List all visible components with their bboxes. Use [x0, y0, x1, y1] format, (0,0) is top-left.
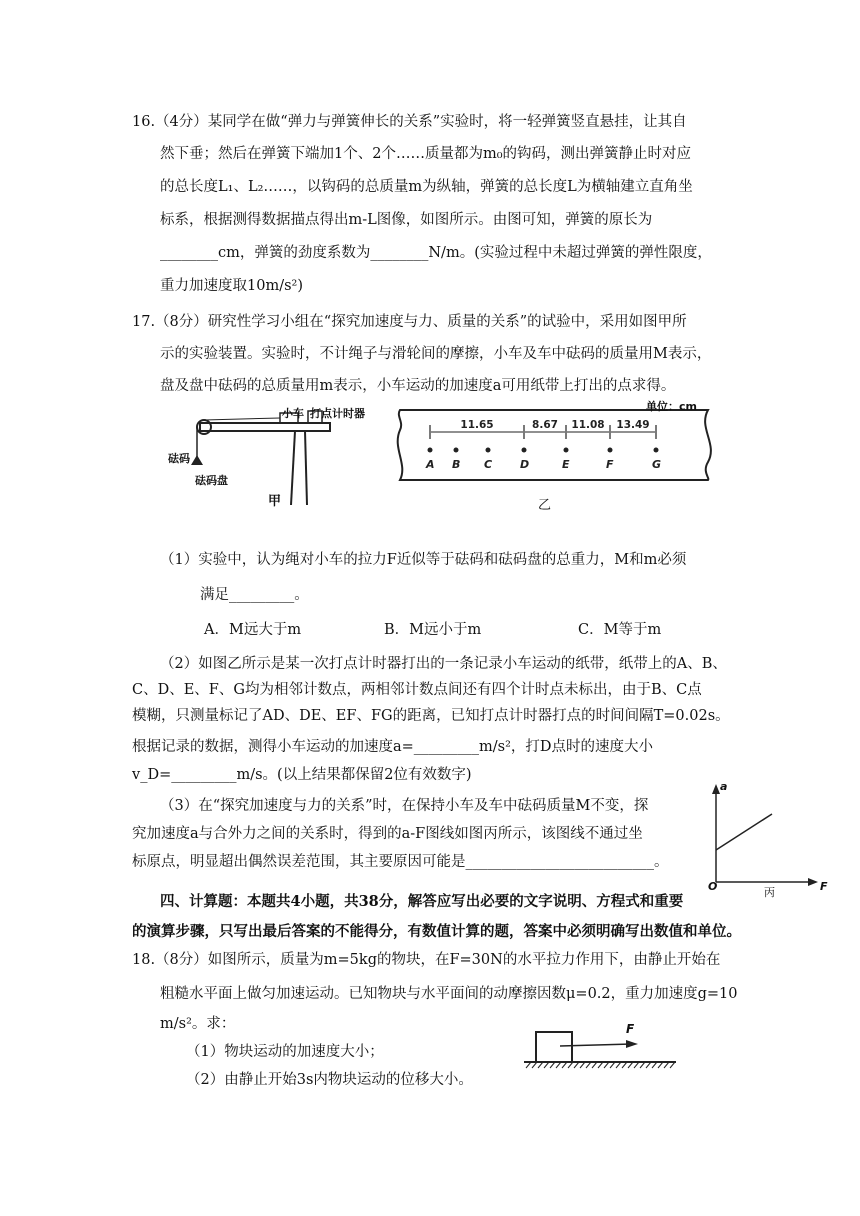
q18-line-3: m/s²。求：	[160, 1016, 236, 1032]
q18-sub-2: （2）由静止开始3s内物块运动的位移大小。	[186, 1072, 473, 1088]
tape-point-label-B: B	[452, 458, 461, 471]
tape-unit: 单位：cm	[646, 400, 697, 413]
tape-distance-1: 8.67	[532, 419, 558, 431]
table-top	[200, 423, 330, 431]
q17-p2-line-4: 根据记录的数据，测得小车运动的加速度a=_________m/s²，打D点时的速度大小	[132, 739, 654, 755]
q16-line-5: ________cm，弹簧的劲度系数为________N/m。(实验过程中未超过弹簧的弹性限度，	[160, 245, 712, 261]
q17-p3-line-1: （3）在“探究加速度与力的关系”时，在保持小车及车中砝码质量M不变，探	[160, 798, 649, 814]
q17-p3-line-2: 究加速度a与合外力之间的关系时，得到的a-F图线如图丙所示，该图线不通过坐	[132, 826, 643, 842]
q16-line-3: 的总长度L₁、L₂……，以钩码的总质量m为纵轴，弹簧的总长度L为横轴建立直角坐	[160, 179, 693, 195]
tape-point-F	[608, 448, 613, 453]
figure-aF-graph	[700, 782, 830, 892]
q17-line-3: 盘及盘中砝码的总质量用m表示，小车运动的加速度a可用纸带上打出的点求得。	[160, 378, 676, 394]
q17-line-1: 17.（8分）研究性学习小组在“探究加速度与力、质量的关系”的试验中，采用如图甲所	[132, 314, 687, 330]
force-arrow	[560, 1044, 632, 1046]
tape-point-label-A: A	[426, 458, 435, 471]
q18-sub-1: （1）物块运动的加速度大小；	[186, 1044, 384, 1060]
tape-point-label-G: G	[652, 458, 662, 471]
label-timer: 打点计时器	[310, 407, 365, 420]
q16-line-4: 标系，根据测得数据描点得出m-L图像，如图所示。由图可知，弹簧的原长为	[160, 212, 653, 228]
q17-p1-line-1: （1）实验中，认为绳对小车的拉力F近似等于砝码和砝码盘的总重力，M和m必须	[160, 552, 687, 568]
q16-line-6: 重力加速度取10m/s²)	[160, 278, 303, 294]
graph-origin-label: O	[708, 880, 718, 893]
tape-point-B	[454, 448, 459, 453]
q17-p1-line-2: 满足_________。	[200, 587, 309, 603]
option-b: B．M远小于m	[384, 622, 482, 638]
tape-distance-3: 13.49	[616, 419, 650, 431]
option-a: A．M远大于m	[204, 622, 302, 638]
figure-tape	[392, 408, 722, 484]
caption-bing: 丙	[764, 886, 775, 899]
q16-line-2: 然下垂；然后在弹簧下端加1个、2个……质量都为m₀的钩码，测出弹簧静止时对应	[160, 146, 692, 162]
tape-point-label-D: D	[520, 458, 530, 471]
q17-p3-line-3: 标原点，明显超出偶然误差范围，其主要原因可能是__________________________。	[132, 854, 669, 870]
q17-p2-line-2: C、D、E、F、G均为相邻计数点，两相邻计数点间还有四个计时点未标出，由于B、C点	[132, 682, 702, 698]
tape-point-label-E: E	[562, 458, 570, 471]
graph-y-label: a	[720, 780, 728, 793]
tape-distance-2: 11.08	[571, 419, 605, 431]
q16-line-1: 16.（4分）某同学在做“弹力与弹簧伸长的关系”实验时，将一轻弹簧竖直悬挂，让其自	[132, 114, 687, 130]
block	[536, 1032, 572, 1062]
tape-point-D	[522, 448, 527, 453]
tape-point-G	[654, 448, 659, 453]
q17-line-2: 示的实验装置。实验时，不计绳子与滑轮间的摩擦，小车及车中砝码的质量用M表示，	[160, 346, 712, 362]
tape-point-A	[428, 448, 433, 453]
graph-x-label: F	[820, 880, 828, 893]
section-4-line-2: 的演算步骤，只写出最后答案的不能得分，有数值计算的题，答案中必须明确写出数值和单位。	[132, 923, 741, 940]
force-label: F	[626, 1022, 635, 1036]
q17-p2-line-3: 模糊，只测量标记了AD、DE、EF、FG的距离，已知打点计时器打点的时间间隔T=0.02s。	[132, 708, 730, 724]
graph-line	[716, 814, 772, 850]
q17-p2-line-1: （2）如图乙所示是某一次打点计时器打出的一条记录小车运动的纸带，纸带上的A、B、	[160, 656, 727, 672]
label-cart: 小车	[282, 407, 304, 420]
section-4-line-1: 四、计算题：本题共4小题，共38分，解答应写出必要的文字说明、方程式和重要	[160, 893, 684, 910]
weight-pan	[191, 455, 203, 465]
label-pan: 砝码盘	[195, 474, 228, 487]
q17-p2-line-5: v_D=_________m/s。(以上结果都保留2位有效数字)	[132, 767, 472, 783]
tape-point-label-F: F	[606, 458, 614, 471]
tape-point-E	[564, 448, 569, 453]
label-weight: 砝码	[168, 452, 190, 465]
tape-distance-0: 11.65	[460, 419, 494, 431]
caption-yi: 乙	[538, 498, 552, 513]
q18-line-1: 18.（8分）如图所示，质量为m=5kg的物块，在F=30N的水平拉力作用下，由静止开始在	[132, 952, 721, 968]
q18-line-2: 粗糙水平面上做匀加速运动。已知物块与水平面间的动摩擦因数μ=0.2，重力加速度g=10	[160, 986, 738, 1002]
caption-jia: 甲	[268, 494, 282, 509]
tape-point-label-C: C	[484, 458, 493, 471]
figure-block	[520, 1022, 680, 1072]
option-c: C．M等于m	[578, 622, 662, 638]
tape-point-C	[486, 448, 491, 453]
